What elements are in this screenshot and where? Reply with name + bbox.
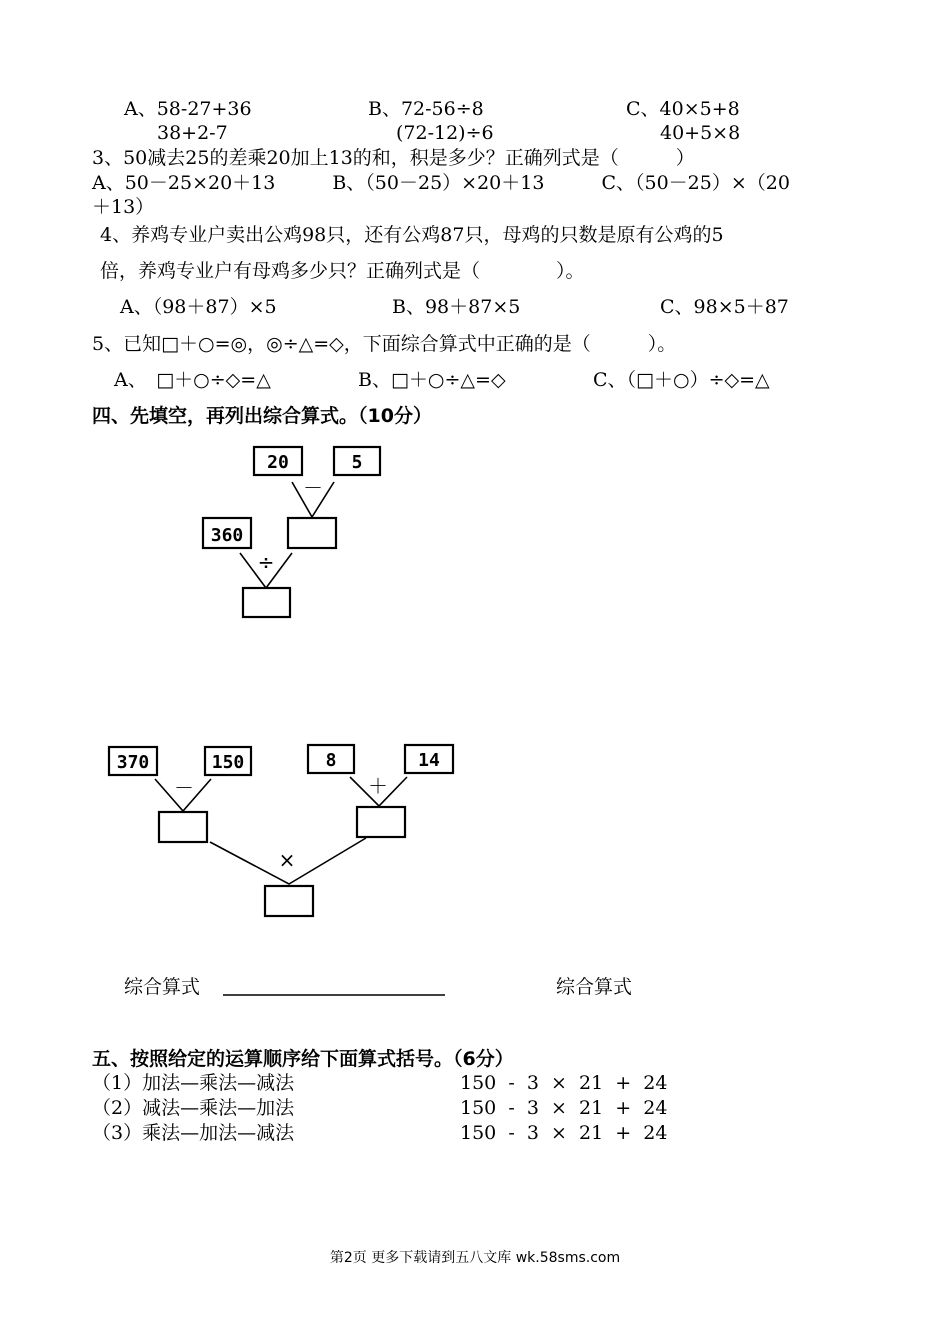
q3-stem: 3、50减去25的差乘20加上13的和，积是多少？正确列式是（ ） [92,147,695,169]
section5-item-expr[interactable]: 150 - 3 × 21 + 24 [460,1097,668,1119]
q5-stem: 5、已知□＋○=◎，◎÷△=◇，下面综合算式中正确的是（ ）。 [92,333,677,355]
tree1-num-5: 5 [351,452,363,473]
tree2-num-370: 370 [116,752,150,773]
page-footer: 第2页 更多下载请到五八文库 wk.58sms.com [329,1250,621,1266]
q2-option-b-line2: (72-12)÷6 [396,122,494,144]
section5-item-expr[interactable]: 150 - 3 × 21 + 24 [460,1122,668,1144]
section5-title: 五、按照给定的运算顺序给下面算式括号。（6分） [92,1048,514,1070]
q2-option-a-line1: A、58-27+36 [124,98,252,120]
combined-formula-label-2: 综合算式 [556,976,633,998]
q2-option-a-line2: 38+2-7 [157,122,228,144]
tree1-op-divide: ÷ [257,550,275,574]
section5-item-label: （3）乘法—加法—减法 [92,1122,295,1144]
tree2-blank-result[interactable] [265,886,313,916]
tree1-num-360: 360 [210,525,244,546]
tree2-num-150: 150 [211,752,245,773]
q4-option-a: A、（98＋87）×5 [120,296,277,318]
q4-stem-line1: 4、养鸡专业户卖出公鸡98只，还有公鸡87只，母鸡的只数是原有公鸡的5 [100,224,724,246]
tree1-op-minus: － [303,476,323,500]
tree2-blank-sum[interactable] [357,807,405,837]
q2-option-c-line1: C、40×5+8 [626,98,740,120]
tree2-blank-difference[interactable] [159,812,207,842]
tree1-blank-result[interactable] [243,588,290,617]
tree2-num-8: 8 [325,750,337,771]
q2-option-b-line1: B、72-56÷8 [368,98,484,120]
q4-option-b: B、98＋87×5 [392,296,521,318]
combined-formula-label-1: 综合算式 [124,976,201,998]
tree2-op-minus: － [174,776,194,800]
tree2-num-14: 14 [418,750,440,771]
q4-option-c: C、98×5＋87 [660,296,789,318]
tree2-op-plus: ＋ [368,774,388,798]
q5-option-a: A、 □＋○÷◇=△ [114,369,271,391]
q4-stem-line2: 倍，养鸡专业户有母鸡多少只？正确列式是（ ）。 [100,260,585,282]
tree2-op-multiply: × [278,848,296,872]
q5-option-c: C、（□＋○）÷◇=△ [593,369,770,391]
q2-option-c-line2: 40+5×8 [660,122,741,144]
section5-item-expr[interactable]: 150 - 3 × 21 + 24 [460,1072,668,1094]
tree1 [203,447,380,617]
tree2 [109,745,453,916]
section5-item-label: （1）加法—乘法—减法 [92,1072,295,1094]
tree1-num-20: 20 [267,452,289,473]
q3-options: A、50－25×20＋13 B、（50－25）×20＋13 C、（50－25）×（20 [92,172,790,194]
section4-title: 四、先填空，再列出综合算式。（10分） [92,405,432,427]
tree1-blank-difference[interactable] [288,518,336,548]
section5-item-label: （2）减法—乘法—加法 [92,1097,295,1119]
q3-options-cont: ＋13） [92,196,155,218]
q5-option-b: B、□＋○÷△=◇ [358,369,506,391]
